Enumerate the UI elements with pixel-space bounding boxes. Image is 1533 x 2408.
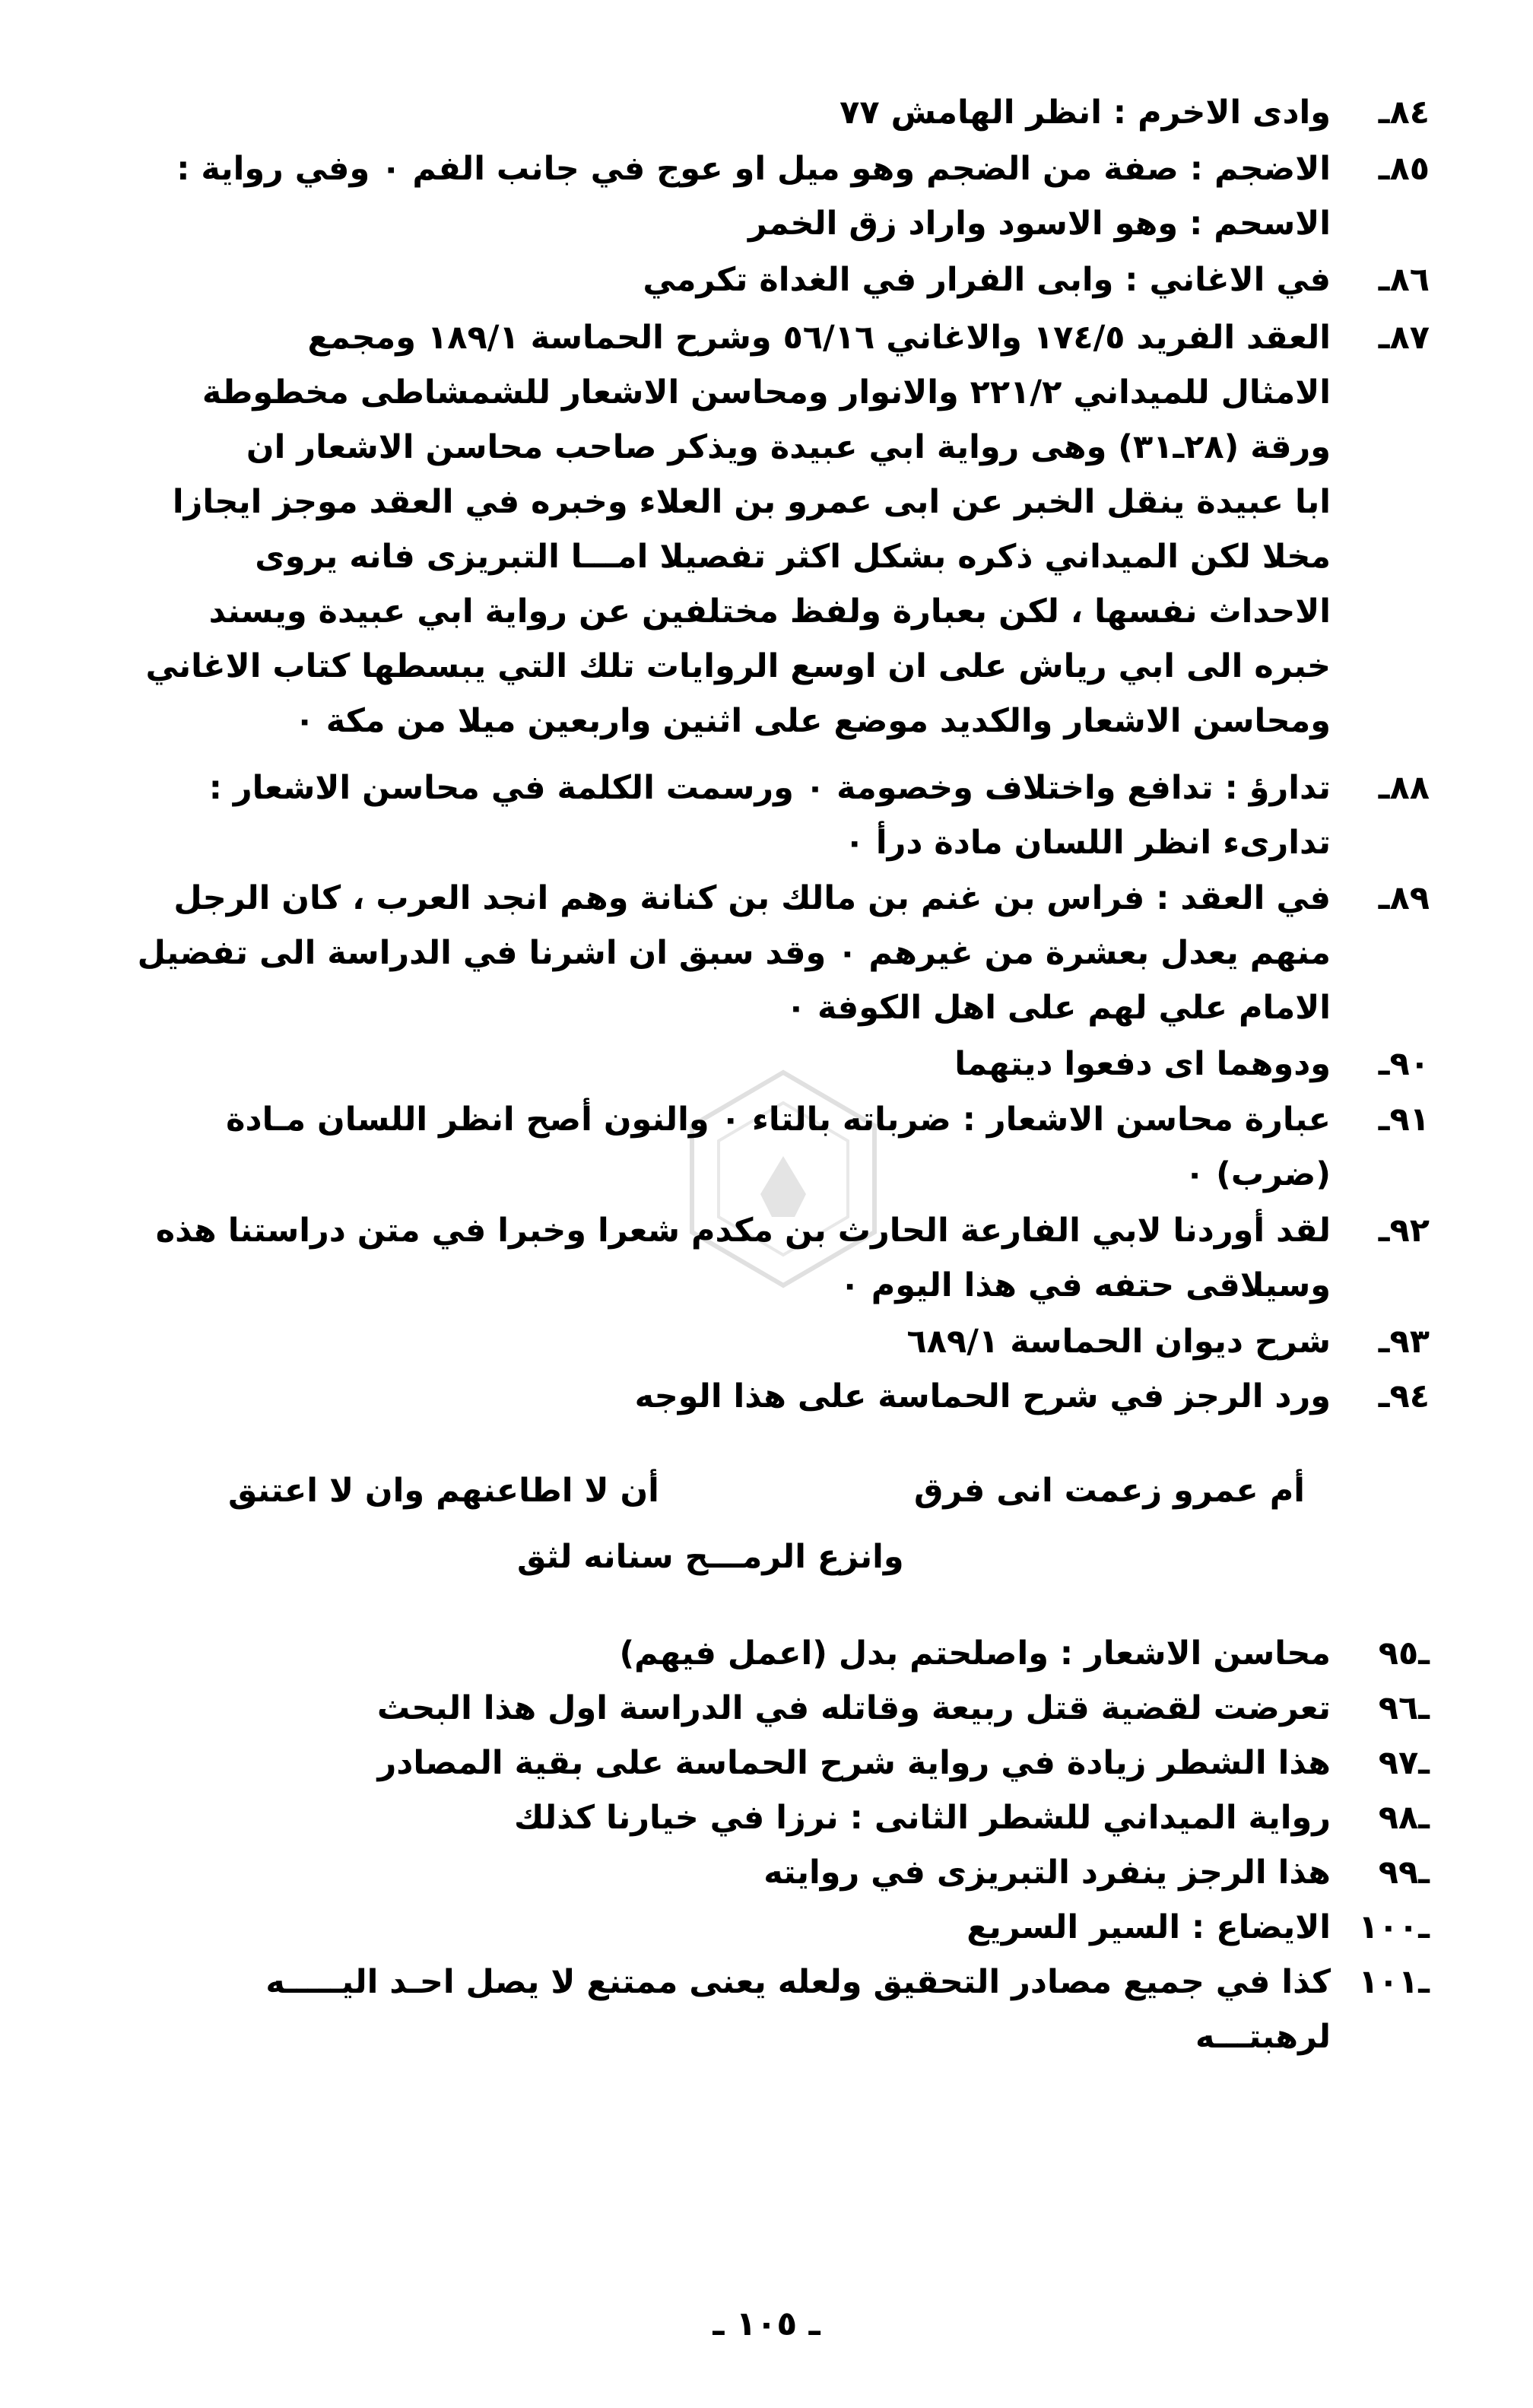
footnote-number: ٩٠ـ <box>1378 1045 1430 1083</box>
footnote-number: ـ٩٥ <box>1378 1634 1430 1673</box>
footnote-number: ـ١٠٠ <box>1358 1908 1430 1946</box>
footnote-text-continued: الاسحم : وهو الاسود واراد زق الخمر <box>747 205 1331 243</box>
footnote-99 <box>99 1845 1430 1900</box>
footnote-number: ٨٨ـ <box>1378 769 1430 807</box>
footnote-86 <box>99 253 1430 307</box>
footnote-text-continued: (ضرب) ٠ <box>1184 1155 1331 1193</box>
footnote-text-continued: ابا عبيدة ينقل الخبر عن ابى عمرو بن العلاء وخبره في العقد موجز ايجازا <box>172 483 1331 521</box>
footnote-95 <box>99 1626 1430 1681</box>
footnote-number: ـ٩٨ <box>1378 1799 1430 1837</box>
page-number: ـ ١٠٥ ـ <box>713 2305 820 2343</box>
footnote-text: في الاغاني : وابى الفرار في الغداة تكرمي <box>643 261 1331 299</box>
footnote-number: ٩٤ـ <box>1378 1377 1430 1415</box>
footnote-number: ـ٩٧ <box>1378 1744 1430 1782</box>
footnote-text: شرح ديوان الحماسة ٦٨٩/١ <box>906 1323 1331 1361</box>
footnote-text: في العقد : فراس بن غنم بن مالك بن كنانة وهم انجد العرب ، كان الرجل <box>173 879 1331 917</box>
footnote-87 <box>99 310 1430 748</box>
footnote-90 <box>99 1037 1430 1091</box>
footnote-text-continued: الامثال للميداني ٢٢١/٢ والانوار ومحاسن الاشعار للشمشاطى مخطوطة <box>202 373 1331 411</box>
verse-line-two: وانزع الرمـــح سنانه لثق <box>517 1538 904 1576</box>
footnote-number: ٨٦ـ <box>1378 261 1430 299</box>
footnote-text: عبارة محاسن الاشعار : ضرباته بالتاء ٠ والنون أصح انظر اللسان مـادة <box>226 1101 1331 1139</box>
footnote-96 <box>99 1681 1430 1736</box>
footnote-text: رواية الميداني للشطر الثانى : نرزا في خيارنا كذلك <box>513 1799 1331 1837</box>
footnote-text-continued: وسيلاقى حتفه في هذا اليوم ٠ <box>840 1266 1331 1304</box>
footnote-number: ـ٩٩ <box>1378 1854 1430 1892</box>
footnote-85 <box>99 141 1430 251</box>
footnote-number: ٩٣ـ <box>1378 1323 1430 1361</box>
footnote-text-continued: تدارىء انظر اللسان مادة درأ ٠ <box>844 824 1331 862</box>
verse-first-hemistich: أم عمرو زعمت انى فرق <box>913 1472 1305 1510</box>
footnote-text: هذا الشطر زيادة في رواية شرح الحماسة على بقية المصادر <box>377 1744 1331 1782</box>
footnote-text: لقد أوردنا لابي الفارعة الحارث بن مكدم شعرا وخبرا في متن دراستنا هذه <box>155 1212 1331 1250</box>
footnote-number: ٨٤ـ <box>1378 94 1430 132</box>
footnote-number: ـ٩٦ <box>1378 1689 1430 1727</box>
footnote-text-continued: الامام علي لهم على اهل الكوفة ٠ <box>786 989 1331 1027</box>
footnote-text: ودوهما اى دفعوا ديتهما <box>954 1045 1331 1083</box>
footnote-number: ٨٩ـ <box>1378 879 1430 917</box>
footnote-text: هذا الرجز ينفرد التبريزى في روايته <box>763 1854 1331 1892</box>
footnote-number: ـ١٠١ <box>1358 1963 1430 2001</box>
footnote-number: ٩١ـ <box>1378 1101 1430 1139</box>
footnote-88 <box>99 761 1430 870</box>
footnote-text-continued: منهم يعدل بعشرة من غيرهم ٠ وقد سبق ان اشرنا في الدراسة الى تفضيل <box>137 934 1331 972</box>
footnote-text-continued: ورقة (٢٨ـ٣١) وهى رواية ابي عبيدة ويذكر صاحب محاسن الاشعار ان <box>246 428 1331 466</box>
footnote-text: الاضجم : صفة من الضجم وهو ميل او عوج في جانب الفم ٠ وفي رواية : <box>176 150 1331 188</box>
footnote-98 <box>99 1790 1430 1845</box>
footnote-101 <box>99 1955 1430 2064</box>
footnote-text: الايضاع : السير السريع <box>966 1908 1331 1946</box>
footnote-text: ورد الرجز في شرح الحماسة على هذا الوجه <box>634 1377 1331 1415</box>
footnote-text-continued: مخلا لكن الميداني ذكره بشكل اكثر تفصيلا امـــا التبريزى فانه يروى <box>255 538 1331 576</box>
footnote-text: تعرضت لقضية قتل ربيعة وقاتله في الدراسة اول هذا البحث <box>376 1689 1331 1727</box>
footnote-text-continued: لرهبتـــه <box>1195 2018 1331 2056</box>
footnote-number: ٨٧ـ <box>1378 319 1430 357</box>
footnote-text: تدارؤ : تدافع واختلاف وخصومة ٠ ورسمت الكلمة في محاسن الاشعار : <box>208 769 1331 807</box>
footnote-89 <box>99 871 1430 1035</box>
footnote-84 <box>99 85 1430 140</box>
footnote-91 <box>99 1092 1430 1202</box>
footnote-text-continued: ومحاسن الاشعار والكديد موضع على اثنين واربعين ميلا من مكة ٠ <box>294 702 1331 740</box>
footnote-93 <box>99 1314 1430 1369</box>
footnote-97 <box>99 1736 1430 1790</box>
footnote-100 <box>99 1900 1430 1955</box>
footnote-number: ٩٢ـ <box>1378 1212 1430 1250</box>
footnote-number: ٨٥ـ <box>1378 150 1430 188</box>
footnote-92 <box>99 1203 1430 1313</box>
footnote-text-continued: خبره الى ابي رياش على ان اوسع الروايات تلك التي يبسطها كتاب الاغاني <box>145 647 1331 685</box>
footnote-text: العقد الفريد ١٧٤/٥ والاغاني ٥٦/١٦ وشرح الحماسة ١٨٩/١ ومجمع <box>307 319 1331 357</box>
footnote-text-continued: الاحداث نفسها ، لكن بعبارة ولفظ مختلفين عن رواية ابي عبيدة ويسند <box>208 592 1331 631</box>
footnote-94 <box>99 1369 1430 1424</box>
verse-second-hemistich: أن لا اطاعنهم وان لا اعتنق <box>228 1472 659 1510</box>
footnote-text: كذا في جميع مصادر التحقيق ولعله يعنى ممتنع لا يصل احـد اليـــــه <box>265 1963 1331 2001</box>
footnote-text: محاسن الاشعار : واصلحتم بدل (اعمل فيهم) <box>619 1634 1331 1673</box>
footnote-text: وادى الاخرم : انظر الهامش ٧٧ <box>840 94 1331 132</box>
